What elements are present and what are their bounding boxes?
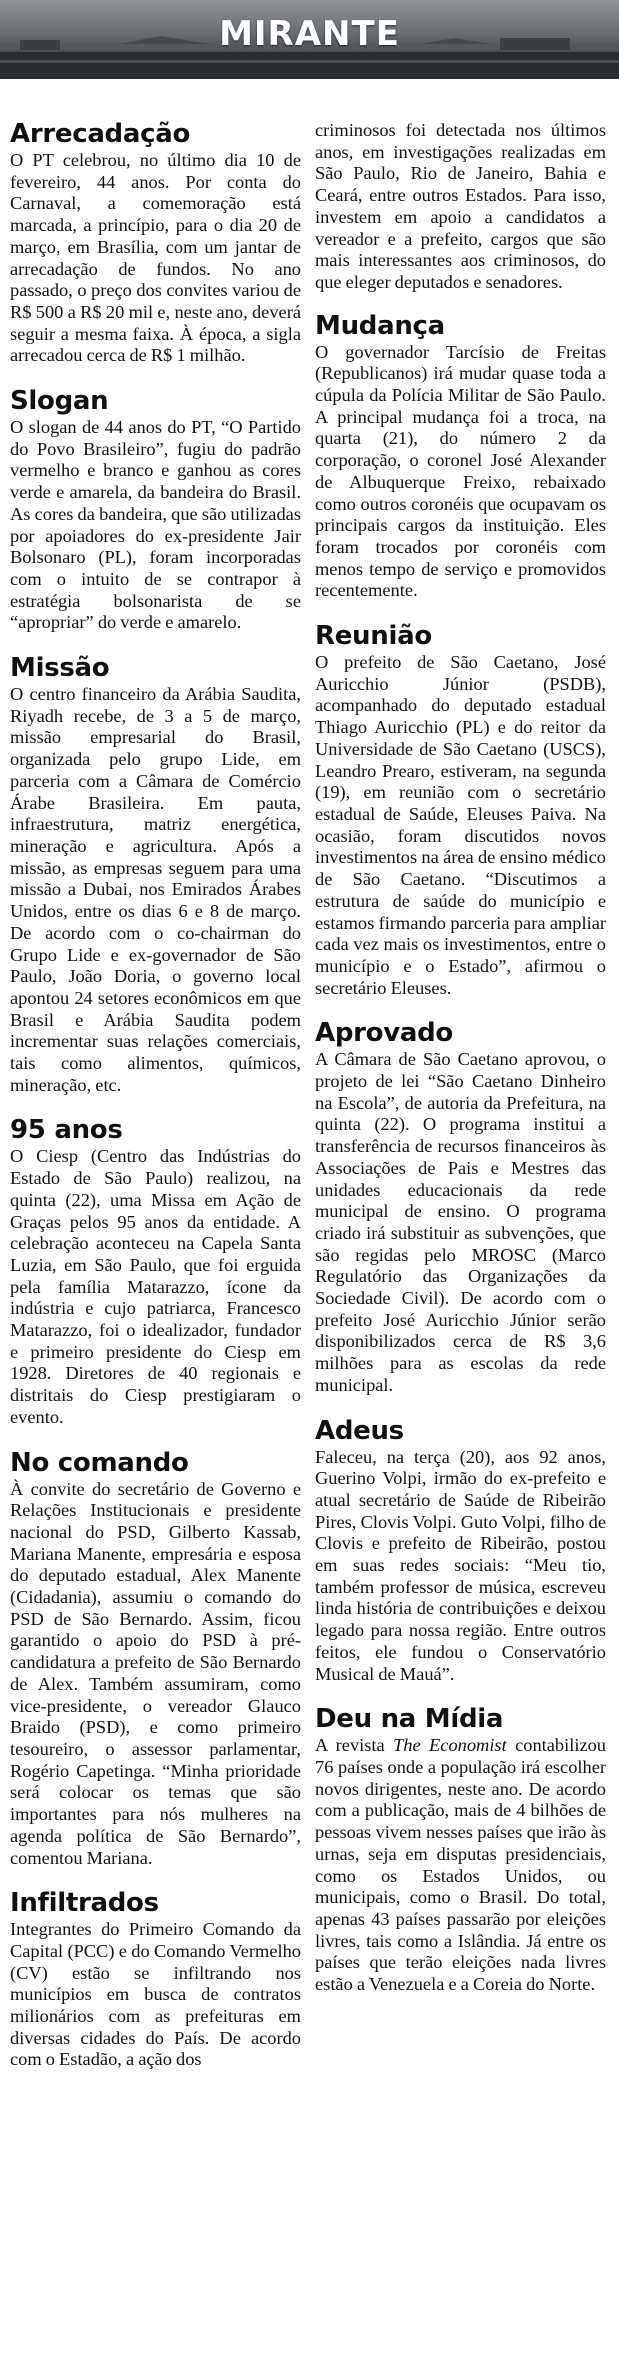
item-body: criminosos foi detectada nos últimos anos, em investigações realizadas em São Paulo, Rio de Janeiro, Bahia e Ceará, entre outros Estados. Para isso, investem em apoio a candidatos a vereador e a prefeito, cargos que são mais interessantes aos criminosos, do que eleger deputados e senadores. xyxy=(315,120,606,292)
left-column xyxy=(10,118,301,2089)
item-heading: Adeus xyxy=(315,1415,404,1446)
item-heading: Infiltrados xyxy=(10,1888,159,1919)
item-heading: Arrecadação xyxy=(10,119,191,149)
magazine-name: The Economist xyxy=(393,1735,507,1756)
news-item-infiltrados xyxy=(10,1887,301,2071)
item-heading: Missão xyxy=(10,653,110,684)
news-item-mudanca xyxy=(315,310,606,602)
item-body: Integrantes do Primeiro Comando da Capital (PCC) e do Comando Vermelho (CV) estão se infiltrando nos municípios em busca de contratos milionários com as prefeituras em diversas cidades do País. De acordo com o Estadão, a ação dos xyxy=(10,1919,301,2070)
news-item-missao xyxy=(10,652,301,1096)
item-body: O slogan de 44 anos do PT, “O Partido do Povo Brasileiro”, fugiu do padrão vermelho e branco e ganhou as cores verde e amarela, da bandeira do Brasil. As cores da bandeira, que são utilizadas por apoiadores do ex-presidente Jair Bolsonaro (PL), foram incorporadas com o intuito de se contrapor à estratégia bolsonarista de se “apropriar” do verde e amarelo. xyxy=(10,417,301,633)
item-heading: No comando xyxy=(10,1447,189,1478)
continued-text xyxy=(315,120,606,294)
body-text-start: A revista xyxy=(315,1735,394,1756)
news-item-deu-na-midia xyxy=(315,1703,606,1995)
item-heading: Deu na Mídia xyxy=(315,1704,504,1735)
news-item-aprovado xyxy=(315,1017,606,1396)
item-body: À convite do secretário de Governo e Relações Institucionais e presidente nacional do PSD, Gilberto Kassab, Mariana Manente, empresária e esposa do deputado estadual, Alex Manente (Cidadania), assumiu o comando do PSD de São Bernardo. Assim, ficou garantido o apoio do PSD à pré-candidatura a prefeito de São Bernardo de Alex. Também assumiram, como vice-presidente, o vereador Glauco Braido (PSD), e como primeiro tesoureiro, o assessor parlamentar, Rogério Capetinga. “Minha prioridade será colocar os temas que são importantes para nós mulheres na agenda política de São Bernardo”, comentou Mariana. xyxy=(10,1478,301,1868)
item-body: O governador Tarcísio de Freitas (Republicanos) irá mudar quase toda a cúpula da Polícia Militar de São Paulo. A principal mudança foi a troca, na quarta (21), do número 2 da corporação, o coronel José Alexander de Albuquerque Freixo, rebaixado como outros coronéis que ocupavam os principais cargos da instituição. Eles foram trocados por coronéis com menos tempo de serviço e promovidos recentemente. xyxy=(315,341,606,601)
item-body: Faleceu, na terça (20), aos 92 anos, Guerino Volpi, irmão do ex-prefeito e atual secretário de Saúde de Ribeirão Pires, Clovis Volpi. Guto Volpi, filho de Clovis e prefeito de Ribeirão, postou em suas redes sociais: “Meu tio, também professor de música, escreveu linda história de contribuições e deixou legado para nossa região. Entre outros feitos, ele fundou o Conservatório Musical de Mauá”. xyxy=(315,1446,606,1684)
body-text-end: contabilizou 76 países onde a população irá escolher novos dirigentes, neste ano. De acordo com a publicação, mais de 4 bilhões de pessoas vivem nesses países que irão às urnas, seja em disputas presidenciais, como os Estados Unidos, ou municipais, como o Brasil. Do total, apenas 43 países passarão por eleições livres, tais como a Islândia. Já entre os países que terão eleições nada livres estão a Venezuela e a Coreia do Norte. xyxy=(315,1735,606,1995)
item-body: O PT celebrou, no último dia 10 de fevereiro, 44 anos. Por conta do Carnaval, a comemoração está marcada, a princípio, para o dia 20 de março, em Brasília, com um jantar de arrecadação de fundos. No ano passado, o preço dos convites variou de R$ 500 a R$ 20 mil e, neste ano, deverá seguir a mesma faixa. À época, a sigla arrecadou cerca de R$ 1 milhão. xyxy=(10,150,301,366)
item-heading: Reunião xyxy=(315,621,432,652)
column-title: MIRANTE xyxy=(219,14,400,54)
news-item-no-comando xyxy=(10,1447,301,1870)
item-body: A Câmara de São Caetano aprovou, o projeto de lei “São Caetano Dinheiro na Escola”, de autoria da Prefeitura, na quinta (22). O programa institui a transferência de recursos financeiros às Associações de Pais e Mestres das unidades educacionais da rede municipal de ensino. O programa criado irá substituir as subvenções, que são regidas pelo MROSC (Marco Regulatório das Organizações da Sociedade Civil). De acordo com o prefeito José Auricchio Júnior serão disponibilizados cerca de R$ 3,6 milhões para as escolas da rede municipal. xyxy=(315,1049,606,1395)
news-item-slogan xyxy=(10,385,301,634)
item-body xyxy=(315,1735,606,1995)
header-banner xyxy=(0,0,619,79)
news-item-reuniao xyxy=(315,620,606,999)
item-heading: Aprovado xyxy=(315,1018,453,1049)
item-heading: Slogan xyxy=(10,386,109,417)
item-body: O Ciesp (Centro das Indústrias do Estado de São Paulo) realizou, na quinta (22), uma Missa em Ação de Graças pelos 95 anos da entidade. A celebração aconteceu na Capela Santa Luzia, em São Paulo, que foi erguida pela família Matarazzo, ícone da indústria e cujo patriarca, Francesco Matarazzo, foi o idealizador, fundador e primeiro presidente do Ciesp em 1928. Diretores de 40 regionais e distritais do Ciesp prestigiaram o evento. xyxy=(10,1146,301,1427)
right-column xyxy=(315,120,606,2014)
news-item-95-anos xyxy=(10,1114,301,1428)
news-item-adeus xyxy=(315,1415,606,1686)
item-body: O centro financeiro da Arábia Saudita, Riyadh recebe, de 3 a 5 de março, missão empresarial do Brasil, organizada pelo grupo Lide, em parceria com a Câmara de Comércio Árabe Brasileira. Em pauta, infraestrutura, matriz energética, mineração e agricultura. Após a missão, as empresas seguem para uma missão a Dubai, nos Emirados Árabes Unidos, entre os dias 6 e 8 de março. De acordo com o co-chairman do Grupo Lide e ex-governador de São Paulo, João Doria, o governo local apontou 24 setores econômicos em que Brasil e Arábia Saudita podem incrementar suas relações comerciais, tais como alimentos, químicos, mineração, etc. xyxy=(10,684,301,1095)
item-body: O prefeito de São Caetano, José Auricchio Júnior (PSDB), acompanhado do deputado estadual Thiago Auricchio (PL) e do reitor da Universidade de São Caetano (USCS), Leandro Prearo, estiveram, na segunda (19), em reunião com o secretário estadual de Saúde, Eleuses Paiva. Na ocasião, foram discutidos novos investimentos na área de ensino médico de São Caetano. “Discutimos a estrutura de saúde do município e estamos firmando parceria para ampliar cada vez mais os investimentos, entre o município e o Estado”, afirmou o secretário Eleuses. xyxy=(315,652,606,998)
item-heading: Mudança xyxy=(315,310,445,341)
item-heading: 95 anos xyxy=(10,1115,123,1146)
news-item-arrecadacao xyxy=(10,118,301,367)
